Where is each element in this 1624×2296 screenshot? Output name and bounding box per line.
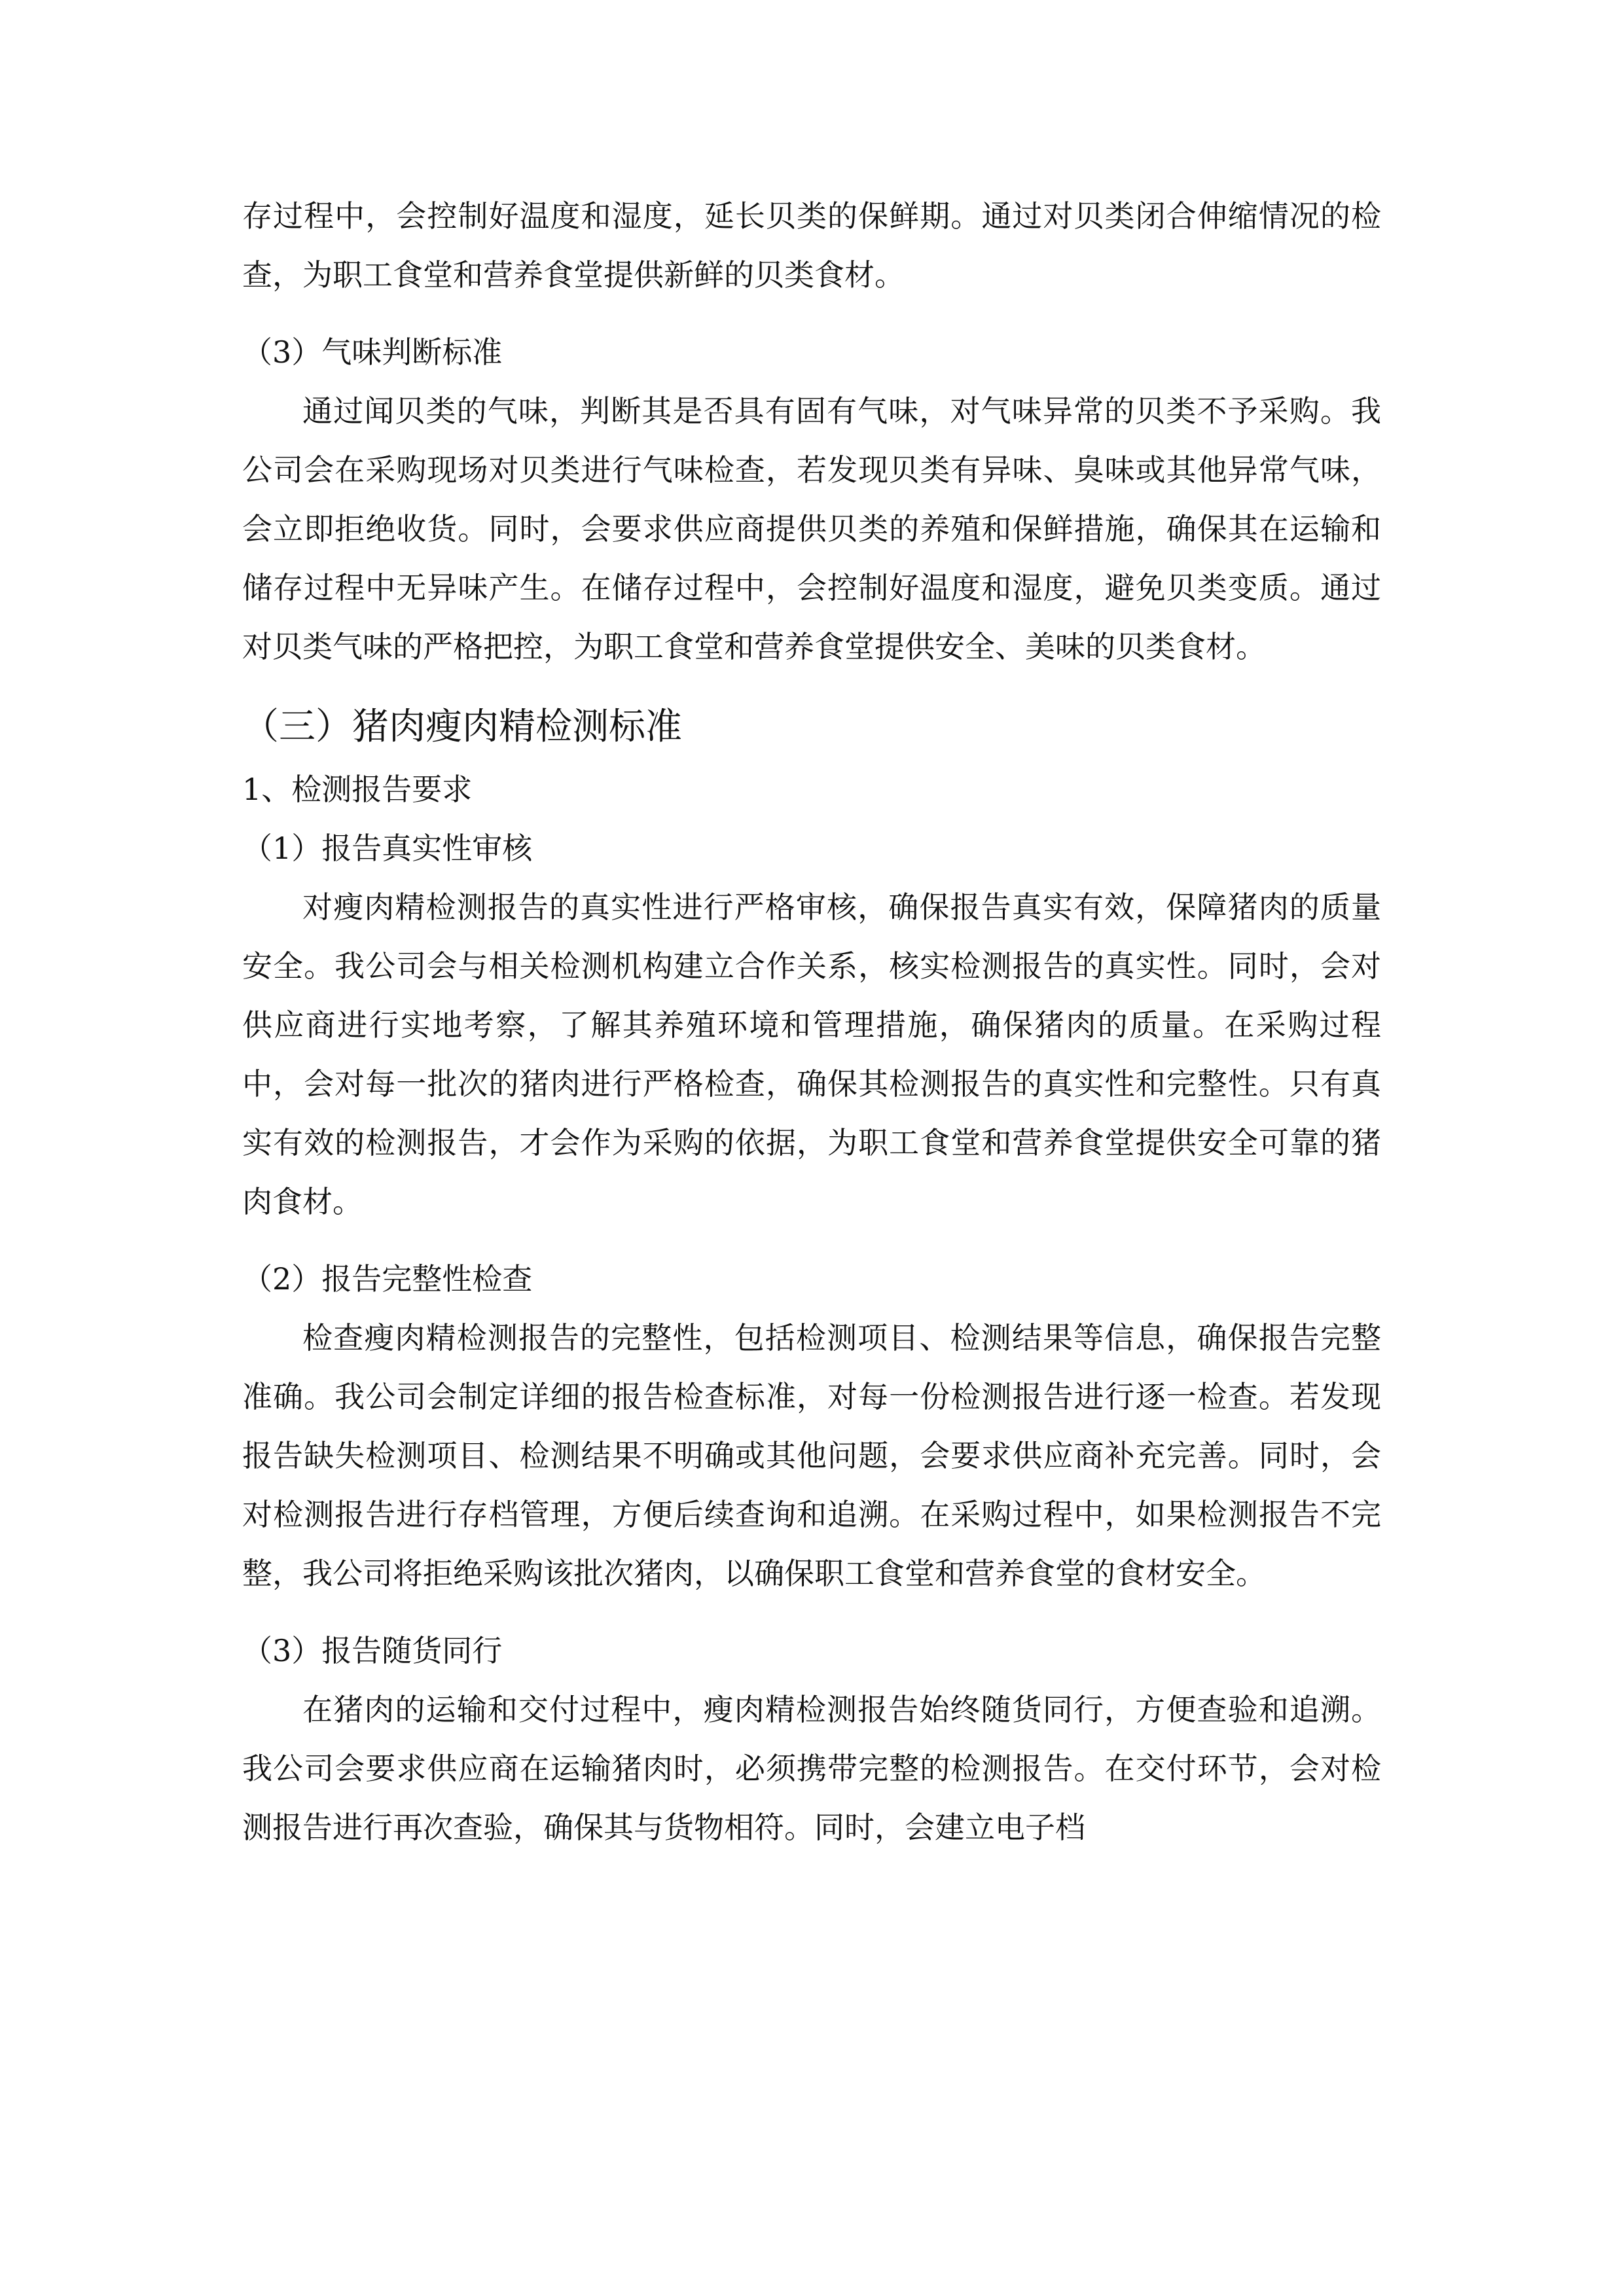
- subheading-report-with-goods: （3）报告随货同行: [242, 1633, 503, 1668]
- paragraph-odor-standard: 通过闻贝类的气味，判断其是否具有固有气味，对气味异常的贝类不予采购。我公司会在采购现场对贝类进行气味检查，若发现贝类有异味、臭味或其他异常气味，会立即拒绝收货。同时，会要求供应商提供贝类的养殖和保鲜措施，确保其在运输和储存过程中无异味产生。在储存过程中，会控制好温度和湿度，避免贝类变质。通过对贝类气味的严格把控，为职工食堂和营养食堂提供安全、美味的贝类食材。: [242, 393, 1381, 664]
- subheading-report-requirements: 1、检测报告要求: [242, 772, 473, 807]
- section-heading-pork-clenbuterol: （三）猪肉瘦肉精检测标准: [242, 706, 682, 748]
- subheading-report-authenticity: （1）报告真实性审核: [242, 831, 533, 866]
- subheading-odor-standard: （3）气味判断标准: [242, 334, 503, 370]
- subheading-report-completeness: （2）报告完整性检查: [242, 1261, 533, 1297]
- paragraph-report-with-goods: 在猪肉的运输和交付过程中，瘦肉精检测报告始终随货同行，方便查验和追溯。我公司会要求供应商在运输猪肉时，必须携带完整的检测报告。在交付环节，会对检测报告进行再次查验，确保其与货物相符。同时，会建立电子档: [242, 1692, 1381, 1845]
- paragraph-report-authenticity: 对瘦肉精检测报告的真实性进行严格审核，确保报告真实有效，保障猪肉的质量安全。我公司会与相关检测机构建立合作关系，核实检测报告的真实性。同时，会对供应商进行实地考察，了解其养殖环境和管理措施，确保猪肉的质量。在采购过程中，会对每一批次的猪肉进行严格检查，确保其检测报告的真实性和完整性。只有真实有效的检测报告，才会作为采购的依据，为职工食堂和营养食堂提供安全可靠的猪肉食材。: [242, 889, 1381, 1219]
- paragraph-report-completeness: 检查瘦肉精检测报告的完整性，包括检测项目、检测结果等信息，确保报告完整准确。我公司会制定详细的报告检查标准，对每一份检测报告进行逐一检查。若发现报告缺失检测项目、检测结果不明确或其他问题，会要求供应商补充完善。同时，会对检测报告进行存档管理，方便后续查询和追溯。在采购过程中，如果检测报告不完整，我公司将拒绝采购该批次猪肉，以确保职工食堂和营养食堂的食材安全。: [242, 1320, 1381, 1591]
- document-page: [242, 187, 1381, 1857]
- paragraph-shellfish-storage: 存过程中，会控制好温度和湿度，延长贝类的保鲜期。通过对贝类闭合伸缩情况的检查，为职工食堂和营养食堂提供新鲜的贝类食材。: [242, 198, 1381, 293]
